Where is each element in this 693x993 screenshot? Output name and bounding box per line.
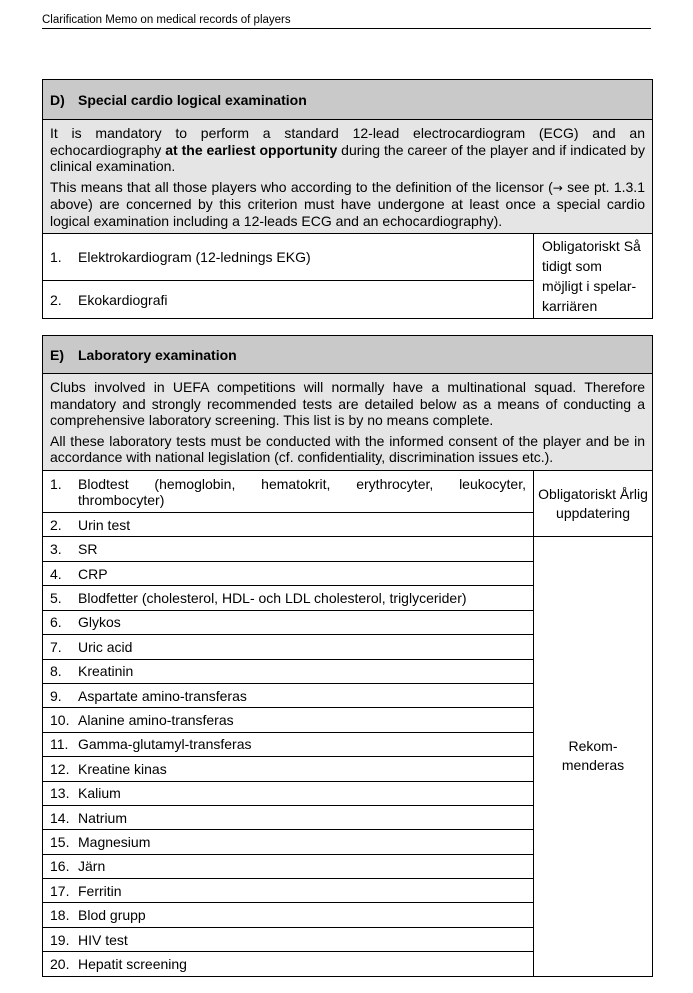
- table-row: [43, 879, 534, 903]
- item-number: 17.: [50, 882, 70, 899]
- section-d-intro-paragraph-2: [50, 179, 645, 230]
- item-label: Gamma-glutamyl-transferas: [78, 736, 252, 753]
- item-number: 20.: [50, 955, 70, 972]
- item-number: 11.: [50, 736, 69, 753]
- intro-text: It is mandatory to perform a standard 12-lead electrocardiogram (ECG) and an echocardiography: [50, 125, 645, 158]
- table-row: [43, 537, 534, 562]
- item-label: Magnesium: [78, 833, 151, 850]
- table-row: [43, 952, 534, 976]
- item-label: Elektrokardiogram (12-lednings EKG): [78, 249, 311, 266]
- section-d-intro-paragraph-1: [50, 125, 645, 175]
- table-row: [43, 659, 534, 683]
- table-row: [43, 854, 534, 878]
- intro-emphasis: at the earliest opportunity: [165, 141, 338, 158]
- running-header: Clarification Memo on medical records of players: [42, 14, 651, 29]
- item-number: 6.: [50, 614, 62, 631]
- table-row: [43, 708, 534, 732]
- item-label: Kreatine kinas: [78, 760, 167, 777]
- section-d-table: [42, 79, 653, 319]
- item-label: Ferritin: [78, 882, 122, 899]
- table-row: [43, 805, 534, 829]
- item-label: Blodfetter (cholesterol, HDL- och LDL cholesterol, triglycerider): [78, 590, 467, 607]
- table-row: [43, 635, 534, 659]
- item-number: 14.: [50, 809, 70, 826]
- arrow-right-icon: →: [552, 180, 563, 195]
- item-number: 3.: [50, 541, 62, 557]
- item-number: 13.: [50, 785, 70, 802]
- item-number: 12.: [50, 760, 70, 777]
- item-label: Blod grupp: [78, 907, 146, 924]
- item-number: 5.: [50, 590, 62, 607]
- section-e-intro: [43, 374, 653, 471]
- table-row: [43, 281, 534, 319]
- item-label: SR: [78, 541, 98, 557]
- table-row: [43, 562, 534, 586]
- requirement-recommended-cell: Rekom-menderas: [534, 537, 653, 977]
- intro-text: during the career of the player and if indicated by clinical examination.: [50, 141, 645, 174]
- item-number: 18.: [50, 907, 70, 924]
- table-row: [43, 927, 534, 951]
- requirement-cell: Obligatoriskt Så tidigt som möjligt i spelar-karriären: [534, 234, 653, 319]
- section-d-title: Special cardio logical examination: [78, 91, 307, 108]
- item-number: 4.: [50, 565, 62, 582]
- table-row: [43, 513, 534, 537]
- item-number: 7.: [50, 638, 62, 655]
- requirement-mandatory-cell: Obligatoriskt Årlig uppdatering: [534, 471, 653, 537]
- item-label: Aspartate amino-transferas: [78, 687, 247, 704]
- section-e-intro-paragraph-2: All these laboratory tests must be conducted with the informed consent of the player and be in accordance with national legislation (cf. confidentiality, discrimination issues etc.).: [50, 432, 646, 466]
- table-row: [43, 683, 534, 707]
- item-number: 1.: [50, 249, 62, 266]
- table-row: [43, 471, 534, 513]
- item-label: Kreatinin: [78, 663, 134, 680]
- section-d-intro: [43, 120, 653, 234]
- item-label: Glykos: [78, 614, 121, 631]
- item-number: 15.: [50, 833, 70, 850]
- intro-text: see pt. 1.3.1 above) are concerned by this criterion must have undergone at least once a special cardio logical examination including a 12-leads ECG and an echocardiography).: [50, 178, 645, 229]
- section-e-letter: E): [50, 346, 64, 363]
- section-d-heading: [43, 80, 653, 120]
- item-label: Hepatit screening: [78, 955, 187, 972]
- item-label: Blodtest (hemoglobin, hematokrit, erythrocyter, leukocyter, thrombocyter): [78, 475, 526, 508]
- item-number: 19.: [50, 931, 70, 948]
- item-number: 10.: [50, 712, 70, 729]
- intro-text: This means that all those players who according to the definition of the licensor (: [50, 178, 553, 195]
- table-row: [43, 586, 534, 610]
- section-e-table: [42, 335, 653, 977]
- section-d-letter: D): [50, 91, 65, 108]
- item-number: 1.: [50, 475, 62, 492]
- table-row: [43, 757, 534, 781]
- item-number: 8.: [50, 663, 62, 680]
- item-label: Ekokardiografi: [78, 291, 168, 308]
- item-label: Kalium: [78, 785, 121, 802]
- section-e-title: Laboratory examination: [78, 346, 237, 363]
- item-number: 9.: [50, 687, 62, 704]
- item-label: Urin test: [78, 516, 131, 533]
- table-row: [43, 610, 534, 634]
- item-label: Uric acid: [78, 638, 133, 655]
- table-row: [43, 903, 534, 927]
- item-number: 2.: [50, 291, 62, 308]
- item-label: HIV test: [78, 931, 128, 948]
- item-label: Järn: [78, 858, 106, 875]
- table-row: [43, 830, 534, 854]
- item-number: 16.: [50, 858, 70, 875]
- section-e-intro-paragraph-1: Clubs involved in UEFA competitions will normally have a multinational squad. Therefore mandatory and strongly recommended tests are detailed below as a means of conducting a comprehensive laboratory screening. This list is by no means complete.: [50, 379, 646, 429]
- item-label: Natrium: [78, 809, 128, 826]
- table-row: [43, 732, 534, 756]
- item-number: 2.: [50, 516, 62, 533]
- item-label: Alanine amino-transferas: [78, 712, 234, 729]
- table-row: [43, 781, 534, 805]
- section-e-heading: [43, 336, 653, 374]
- table-row: [43, 234, 534, 281]
- item-label: CRP: [78, 565, 108, 582]
